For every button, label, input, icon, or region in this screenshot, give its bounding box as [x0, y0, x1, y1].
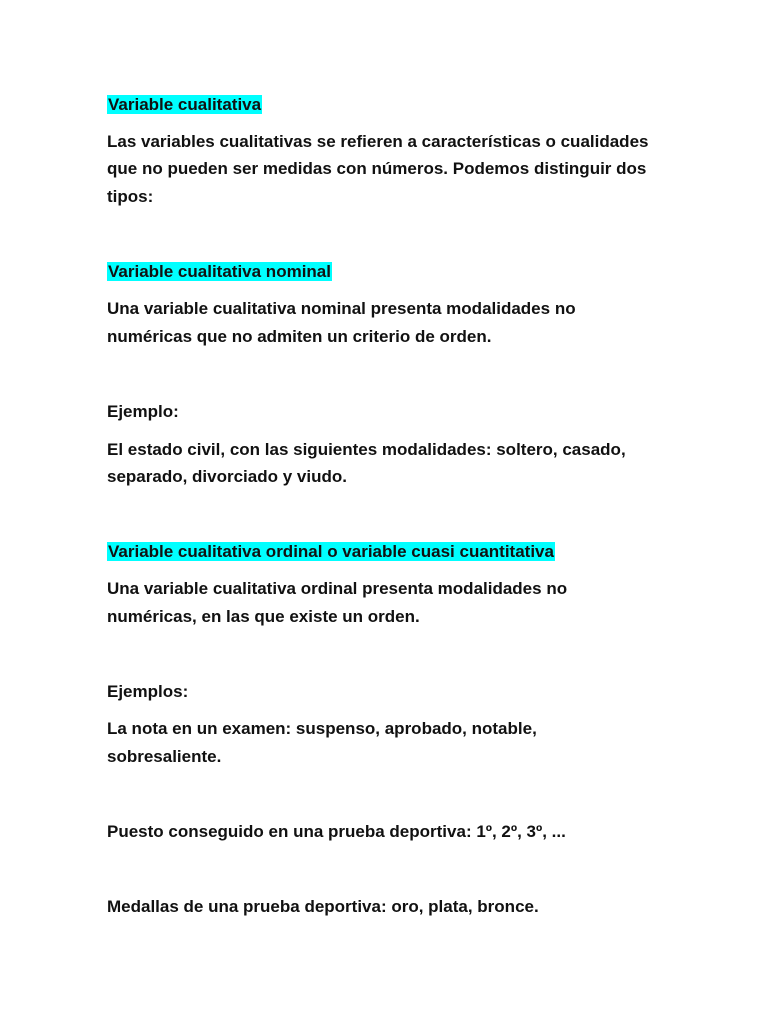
heading-variable-ordinal: [107, 541, 555, 563]
example-line: Puesto conseguido en una prueba deportiva: 1º, 2º, 3º, ...: [107, 822, 566, 841]
highlighted-heading: Variable cualitativa nominal: [108, 262, 331, 281]
example-line: El estado civil, con las siguientes modalidades: soltero, casado,: [107, 440, 626, 459]
heading-variable-cualitativa: [107, 94, 262, 116]
paragraph-line: que no pueden ser medidas con números. Podemos distinguir dos: [107, 159, 647, 178]
example-line: separado, divorciado y viudo.: [107, 467, 347, 486]
paragraph-line: numéricas que no admiten un criterio de orden.: [107, 327, 492, 346]
paragraph-line: Una variable cualitativa ordinal presenta modalidades no: [107, 579, 568, 598]
heading-variable-nominal: [107, 261, 332, 283]
example-label: Ejemplos:: [107, 682, 189, 701]
paragraph-line: numéricas, en las que existe un orden.: [107, 607, 420, 626]
paragraph-line: Una variable cualitativa nominal presenta modalidades no: [107, 299, 576, 318]
example-line: La nota en un examen: suspenso, aprobado, notable,: [107, 719, 537, 738]
example-label: Ejemplo:: [107, 402, 179, 421]
highlighted-heading: Variable cualitativa ordinal o variable cuasi cuantitativa: [108, 542, 554, 561]
paragraph-line: Las variables cualitativas se refieren a características o cualidades: [107, 132, 649, 151]
example-line: sobresaliente.: [107, 747, 222, 766]
highlighted-heading: Variable cualitativa: [108, 95, 262, 114]
paragraph-line: tipos:: [107, 187, 154, 206]
example-line: Medallas de una prueba deportiva: oro, plata, bronce.: [107, 897, 539, 916]
